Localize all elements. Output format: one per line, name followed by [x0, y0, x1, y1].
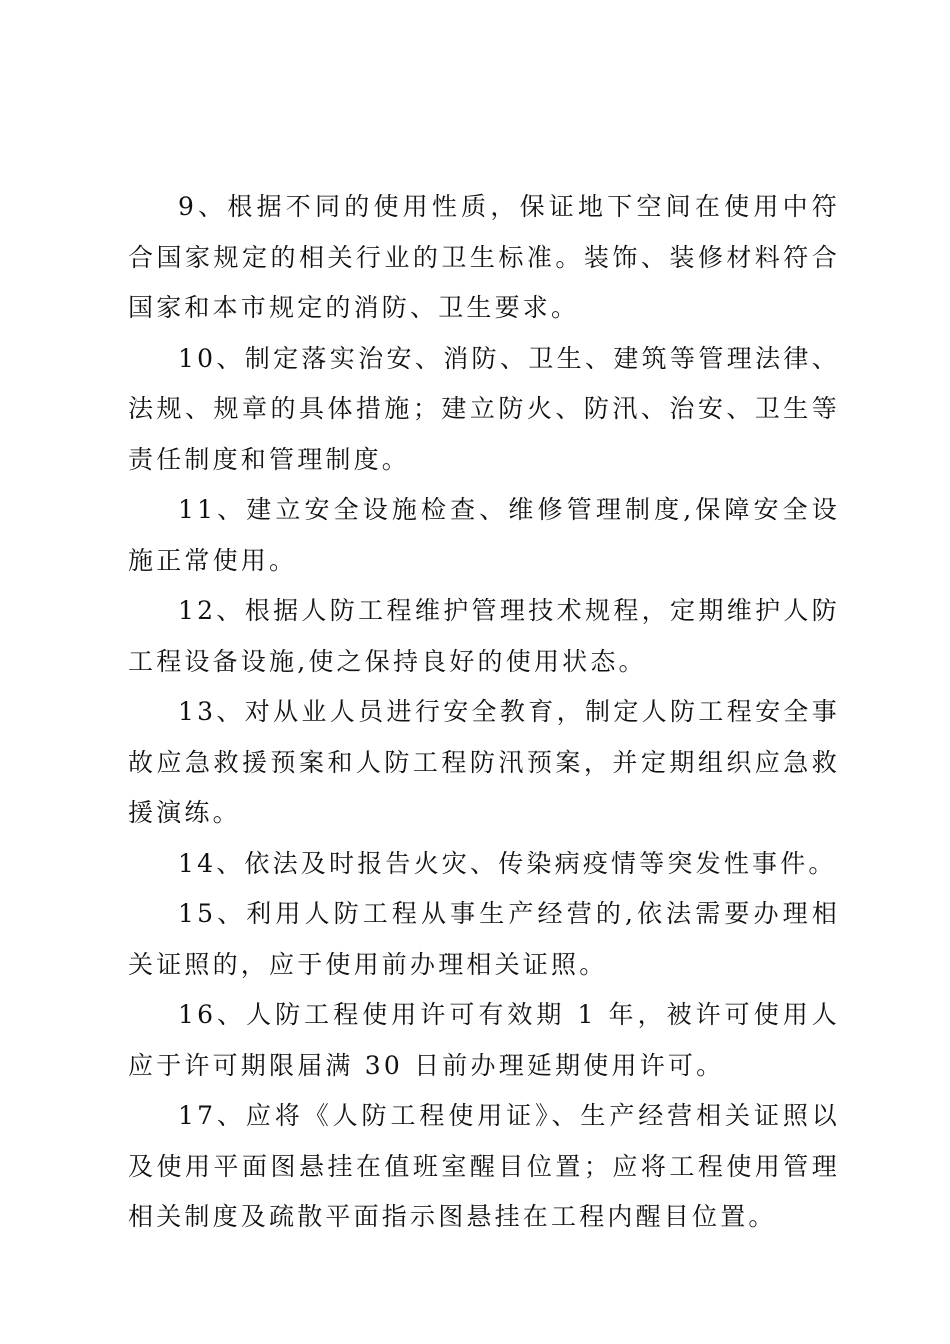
paragraph-item-11: 11、建立安全设施检查、维修管理制度,保障安全设施正常使用。 — [128, 495, 840, 575]
document-body — [128, 182, 840, 1243]
paragraph-item-15: 15、利用人防工程从事生产经营的,依法需要办理相关证照的，应于使用前办理相关证照。 — [128, 899, 840, 979]
paragraph-item-13: 13、对从业人员进行安全教育，制定人防工程安全事故应急救援预案和人防工程防汛预案，并定期组织应急救援演练。 — [128, 697, 840, 827]
paragraph-item-17: 17、应将《人防工程使用证》、生产经营相关证照以及使用平面图悬挂在值班室醒目位置；应将工程使用管理相关制度及疏散平面指示图悬挂在工程内醒目位置。 — [128, 1101, 840, 1231]
paragraph-item-16: 16、人防工程使用许可有效期 1 年，被许可使用人应于许可期限届满 30 日前办理延期使用许可。 — [128, 1000, 840, 1080]
paragraph-item-14: 14、依法及时报告火灾、传染病疫情等突发性事件。 — [178, 848, 837, 878]
paragraph-item-10: 10、制定落实治安、消防、卫生、建筑等管理法律、法规、规章的具体措施；建立防火、防汛、治安、卫生等责任制度和管理制度。 — [128, 343, 840, 474]
paragraph-item-12: 12、根据人防工程维护管理技术规程，定期维护人防工程设备设施,使之保持良好的使用状态。 — [128, 596, 840, 676]
paragraph-item-9: 9、根据不同的使用性质，保证地下空间在使用中符合国家规定的相关行业的卫生标准。装饰、装修材料符合国家和本市规定的消防、卫生要求。 — [128, 192, 840, 322]
